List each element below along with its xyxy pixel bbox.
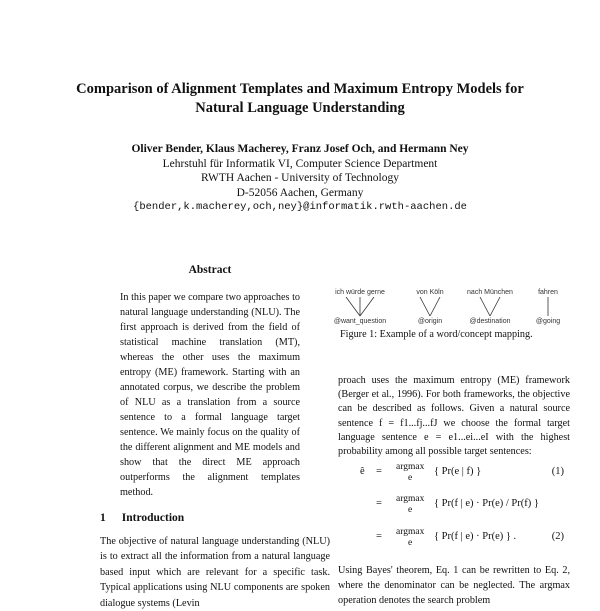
- equation-rhs: { Pr(f | e) · Pr(e) } .: [434, 531, 517, 542]
- equation-rhs: { Pr(f | e) · Pr(e) / Pr(f) }: [434, 498, 539, 509]
- argmax-subscript: e: [408, 538, 413, 548]
- equation-3: [338, 527, 570, 557]
- word-concept-figure: [330, 287, 570, 325]
- alignment-lines: [346, 297, 548, 316]
- equation-argmax: [396, 494, 424, 516]
- equation-argmax: [396, 527, 424, 549]
- figure-target-concept: @destination: [469, 318, 511, 325]
- figure-source-word: nach München: [467, 289, 513, 296]
- abstract-body: In this paper we compare two approaches to natural language understanding (NLU). The first approach is derived from the field of statistical machine translation (MT), whereas the other uses the maximum entropy (ME) framework. Starting with an annotated corpus, we describe the problem of NLU as a translation from a source sentence to a formal language target sentence. We mainly focus on the quality of the different alignment and ME models and show that the direct ME approach outperforms the alignment templates method.: [120, 292, 300, 498]
- equation-1: [338, 462, 570, 492]
- figure-target-concept: @want_question: [333, 318, 387, 325]
- title-line-1: Comparison of Alignment Templates and Maximum Entropy Models for: [76, 81, 524, 97]
- figure-caption: Figure 1: Example of a word/concept mapping.: [340, 329, 533, 340]
- argmax-subscript: e: [408, 473, 413, 483]
- equation-argmax: [396, 462, 424, 484]
- right-column-paragraph-2: Using Bayes' theorem, Eq. 1 can be rewritten to Eq. 2, where the denominator can be neglected. The argmax operation denotes the search problem: [338, 565, 570, 606]
- affiliation-line-1: Lehrstuhl für Informatik VI, Computer Science Department: [162, 157, 438, 170]
- right-column-paragraph-1: proach uses the maximum entropy (ME) framework (Berger et al., 1996). For both frameworks, the objective can be described as follows. Given a natural source sentence f = f1...fj...fJ we choose the formal target language sentence e = e1...ei...eI with the highest probability among all possible target sentences:: [338, 375, 570, 458]
- author-names: Oliver Bender, Klaus Macherey, Franz Josef Och, and Hermann Ney: [131, 143, 469, 155]
- argmax-subscript: e: [408, 505, 413, 515]
- figure-target-concept: @going: [535, 318, 561, 325]
- equation-2: [338, 494, 570, 524]
- figure-source-word: ich würde gerne: [335, 289, 385, 296]
- figure-source-word: fahren: [538, 289, 558, 296]
- figure-target-concept: @origin: [417, 318, 443, 325]
- figure-source-word: von Köln: [416, 289, 444, 296]
- equation-rhs: { Pr(e | f) }: [434, 466, 482, 477]
- equation-number: (2): [551, 531, 564, 542]
- introduction-body: The objective of natural language understanding (NLU) is to extract all the information from a natural language based input which are relevant for a specific task. Typical applications using NLU components are spoken dialogue systems (Levin: [100, 536, 330, 609]
- title-line-2: Natural Language Understanding: [195, 100, 405, 116]
- equation-operator: =: [376, 498, 382, 509]
- section-title: Introduction: [121, 512, 185, 524]
- equation-operator: =: [376, 466, 382, 477]
- paper-title: [60, 80, 540, 118]
- argmax-label: argmax: [396, 494, 425, 504]
- author-block: [60, 142, 540, 215]
- argmax-label: argmax: [396, 527, 425, 537]
- affiliation-line-3: D-52056 Aachen, Germany: [236, 186, 364, 199]
- argmax-label: argmax: [396, 462, 425, 472]
- author-email: {bender,k.macherey,och,ney}@informatik.rwth-aachen.de: [133, 201, 467, 214]
- section-number: 1: [100, 512, 106, 524]
- section-heading-introduction: [100, 512, 200, 524]
- equation-lhs: ê: [360, 466, 365, 477]
- equation-operator: =: [376, 531, 382, 542]
- affiliation-line-2: RWTH Aachen - University of Technology: [201, 172, 399, 185]
- equation-number: (1): [551, 466, 564, 477]
- abstract-heading: Abstract: [188, 264, 232, 276]
